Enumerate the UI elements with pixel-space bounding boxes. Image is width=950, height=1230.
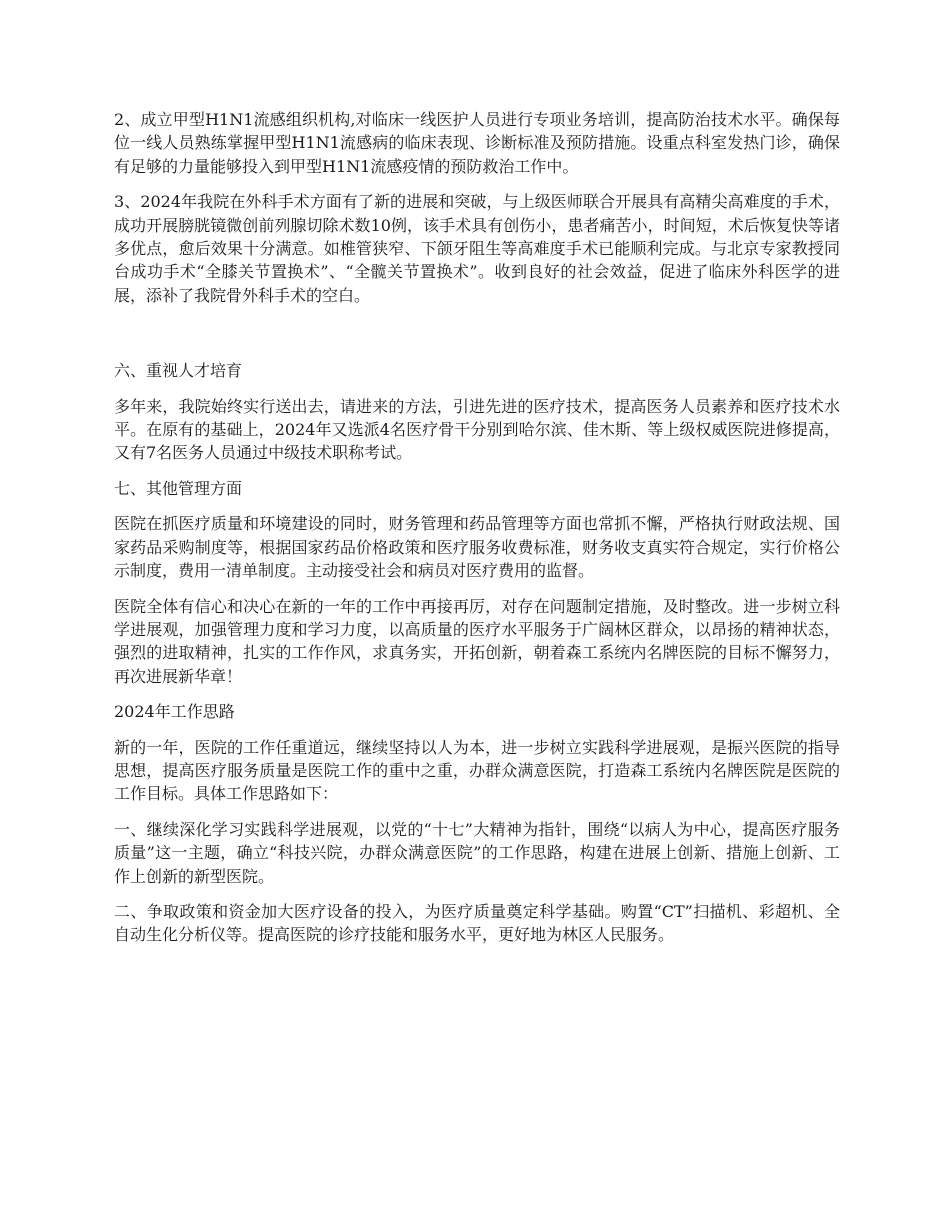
heading-other-management: 七、其他管理方面 [114, 478, 243, 498]
paragraph-hospital-resolve: 医院全体有信心和决心在新的一年的工作中再接再厉，对存在问题制定措施，及时整改。进一步树立科学进展观，加强管理力度和学习力度，以高质量的医疗水平服务于广阔林区群众，以昂扬的精神状态，强烈的进取精神，扎实的工作作风，求真务实，开拓创新，朝着森工系统内名牌医院的目标不懈努力，再次进展新华章！ [114, 596, 840, 686]
document-body [114, 108, 840, 959]
paragraph-plan-item-one: 一、继续深化学习实践科学进展观，以党的“十七”大精神为指针，围绕“以病人为中心，提高医疗服务质量”这一主题，确立“科技兴院，办群众满意医院”的工作思路，构建在进展上创新、措施上创新、工作上创新的新型医院。 [114, 819, 840, 886]
paragraph-financial-management: 医院在抓医疗质量和环境建设的同时，财务管理和药品管理等方面也常抓不懈，严格执行财政法规、国家药品采购制度等，根据国家药品价格政策和医疗服务收费标准，财务收支真实符合规定，实行价格公示制度，费用一清单制度。主动接受社会和病员对医疗费用的监督。 [114, 514, 840, 581]
paragraph-h1n1-training: 2、成立甲型H1N1流感组织机构,对临床一线医护人员进行专项业务培训，提高防治技术水平。确保每位一线人员熟练掌握甲型H1N1流感病的临床表现、诊断标准及预防措施。设重点科室发热门诊，确保有足够的力量能够投入到甲型H1N1流感疫情的预防救治工作中。 [114, 110, 840, 176]
paragraph-surgery-progress: 3、2024年我院在外科手术方面有了新的进展和突破，与上级医师联合开展具有高精尖高难度的手术，成功开展膀胱镜微创前列腺切除术数10例，该手术具有创伤小，患者痛苦小，时间短，术后恢复快等诸多优点，愈后效果十分满意。如椎管狭窄、下颌牙阻生等高难度手术已能顺利完成。与北京专家教授同台成功手术“全膝关节置换术”、“全髋关节置换术”。收到良好的社会效益，促进了临床外科医学的进展，添补了我院骨外科手术的空白。 [114, 192, 840, 305]
section-gap [114, 319, 840, 359]
heading-work-plan: 2024年工作思路 [114, 702, 235, 722]
paragraph-talent-cultivation: 多年来，我院始终实行送出去，请进来的方法，引进先进的医疗技术，提高医务人员素养和医疗技术水平。在原有的基础上，2024年又选派4名医疗骨干分别到哈尔滨、佳木斯、等上级权威医院进修提高，又有7名医务人员通过中级技术职称考试。 [114, 396, 840, 463]
heading-talent-cultivation: 六、重视人才培育 [114, 361, 243, 381]
paragraph-work-plan-intro: 新的一年，医院的工作任重道远，继续坚持以人为本，进一步树立实践科学进展观，是振兴医院的指导思想，提高医疗服务质量是医院工作的重中之重，办群众满意医院，打造森工系统内名牌医院是医院的工作目标。具体工作思路如下： [114, 737, 840, 804]
paragraph-plan-item-two: 二、争取政策和资金加大医疗设备的投入，为医疗质量奠定科学基础。购置“CT”扫描机、彩超机、全自动生化分析仪等。提高医院的诊疗技能和服务水平，更好地为林区人民服务。 [114, 901, 840, 945]
